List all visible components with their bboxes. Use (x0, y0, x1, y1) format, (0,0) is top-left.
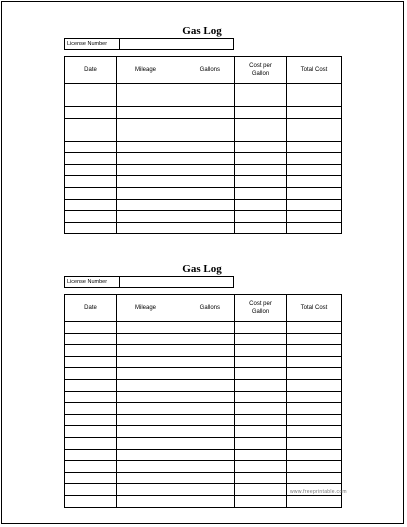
log-table (64, 56, 342, 234)
cost-per-label: Cost per (249, 301, 272, 307)
total-cost-header: Total Cost (287, 295, 342, 322)
mileage-header: Mileage (135, 67, 157, 73)
table-row[interactable] (65, 333, 342, 345)
cost-per-gallon-header (235, 57, 287, 84)
footer-credit: www.freeprintable.com (290, 489, 347, 495)
mileage-gallons-header (117, 295, 235, 322)
table-row[interactable] (65, 403, 342, 415)
table-row[interactable] (65, 379, 342, 391)
table-row[interactable] (65, 356, 342, 368)
table-row[interactable] (65, 118, 342, 141)
table-row[interactable] (65, 153, 342, 165)
gallons-header: Gallons (199, 305, 220, 311)
gallon-label: Gallon (251, 309, 270, 315)
table-header (65, 57, 342, 84)
cost-per-gallon-header (235, 295, 287, 322)
date-header: Date (65, 295, 117, 322)
date-header: Date (65, 57, 117, 84)
gallons-header: Gallons (199, 67, 220, 73)
cost-per-label: Cost per (249, 63, 272, 69)
gas-log-1 (64, 24, 341, 234)
table-row[interactable] (65, 187, 342, 199)
table-header (65, 295, 342, 322)
table-row[interactable] (65, 176, 342, 188)
license-number-input[interactable] (120, 277, 233, 287)
license-number-input[interactable] (120, 39, 233, 49)
table-row[interactable] (65, 391, 342, 403)
table-row[interactable] (65, 322, 342, 334)
log-title: Gas Log (182, 263, 222, 275)
log-title: Gas Log (182, 25, 222, 37)
mileage-header: Mileage (135, 305, 157, 311)
table-row[interactable] (65, 449, 342, 461)
table-row[interactable] (65, 107, 342, 119)
license-number-label: License Number (65, 39, 120, 49)
log-table (64, 294, 342, 508)
table-row[interactable] (65, 368, 342, 380)
table-row[interactable] (65, 472, 342, 484)
mileage-gallons-header (117, 57, 235, 84)
gallon-label: Gallon (251, 71, 270, 77)
table-row[interactable] (65, 437, 342, 449)
total-cost-header: Total Cost (287, 57, 342, 84)
table-row[interactable] (65, 84, 342, 107)
table-row[interactable] (65, 222, 342, 234)
table-row[interactable] (65, 199, 342, 211)
table-row[interactable] (65, 426, 342, 438)
gas-log-2 (64, 262, 341, 508)
license-number-field[interactable] (64, 276, 234, 288)
table-row[interactable] (65, 164, 342, 176)
table-row[interactable] (65, 495, 342, 507)
table-row[interactable] (65, 461, 342, 473)
table-row[interactable] (65, 414, 342, 426)
license-number-label: License Number (65, 277, 120, 287)
table-row[interactable] (65, 345, 342, 357)
table-row[interactable] (65, 141, 342, 153)
license-number-field[interactable] (64, 38, 234, 50)
table-row[interactable] (65, 211, 342, 223)
